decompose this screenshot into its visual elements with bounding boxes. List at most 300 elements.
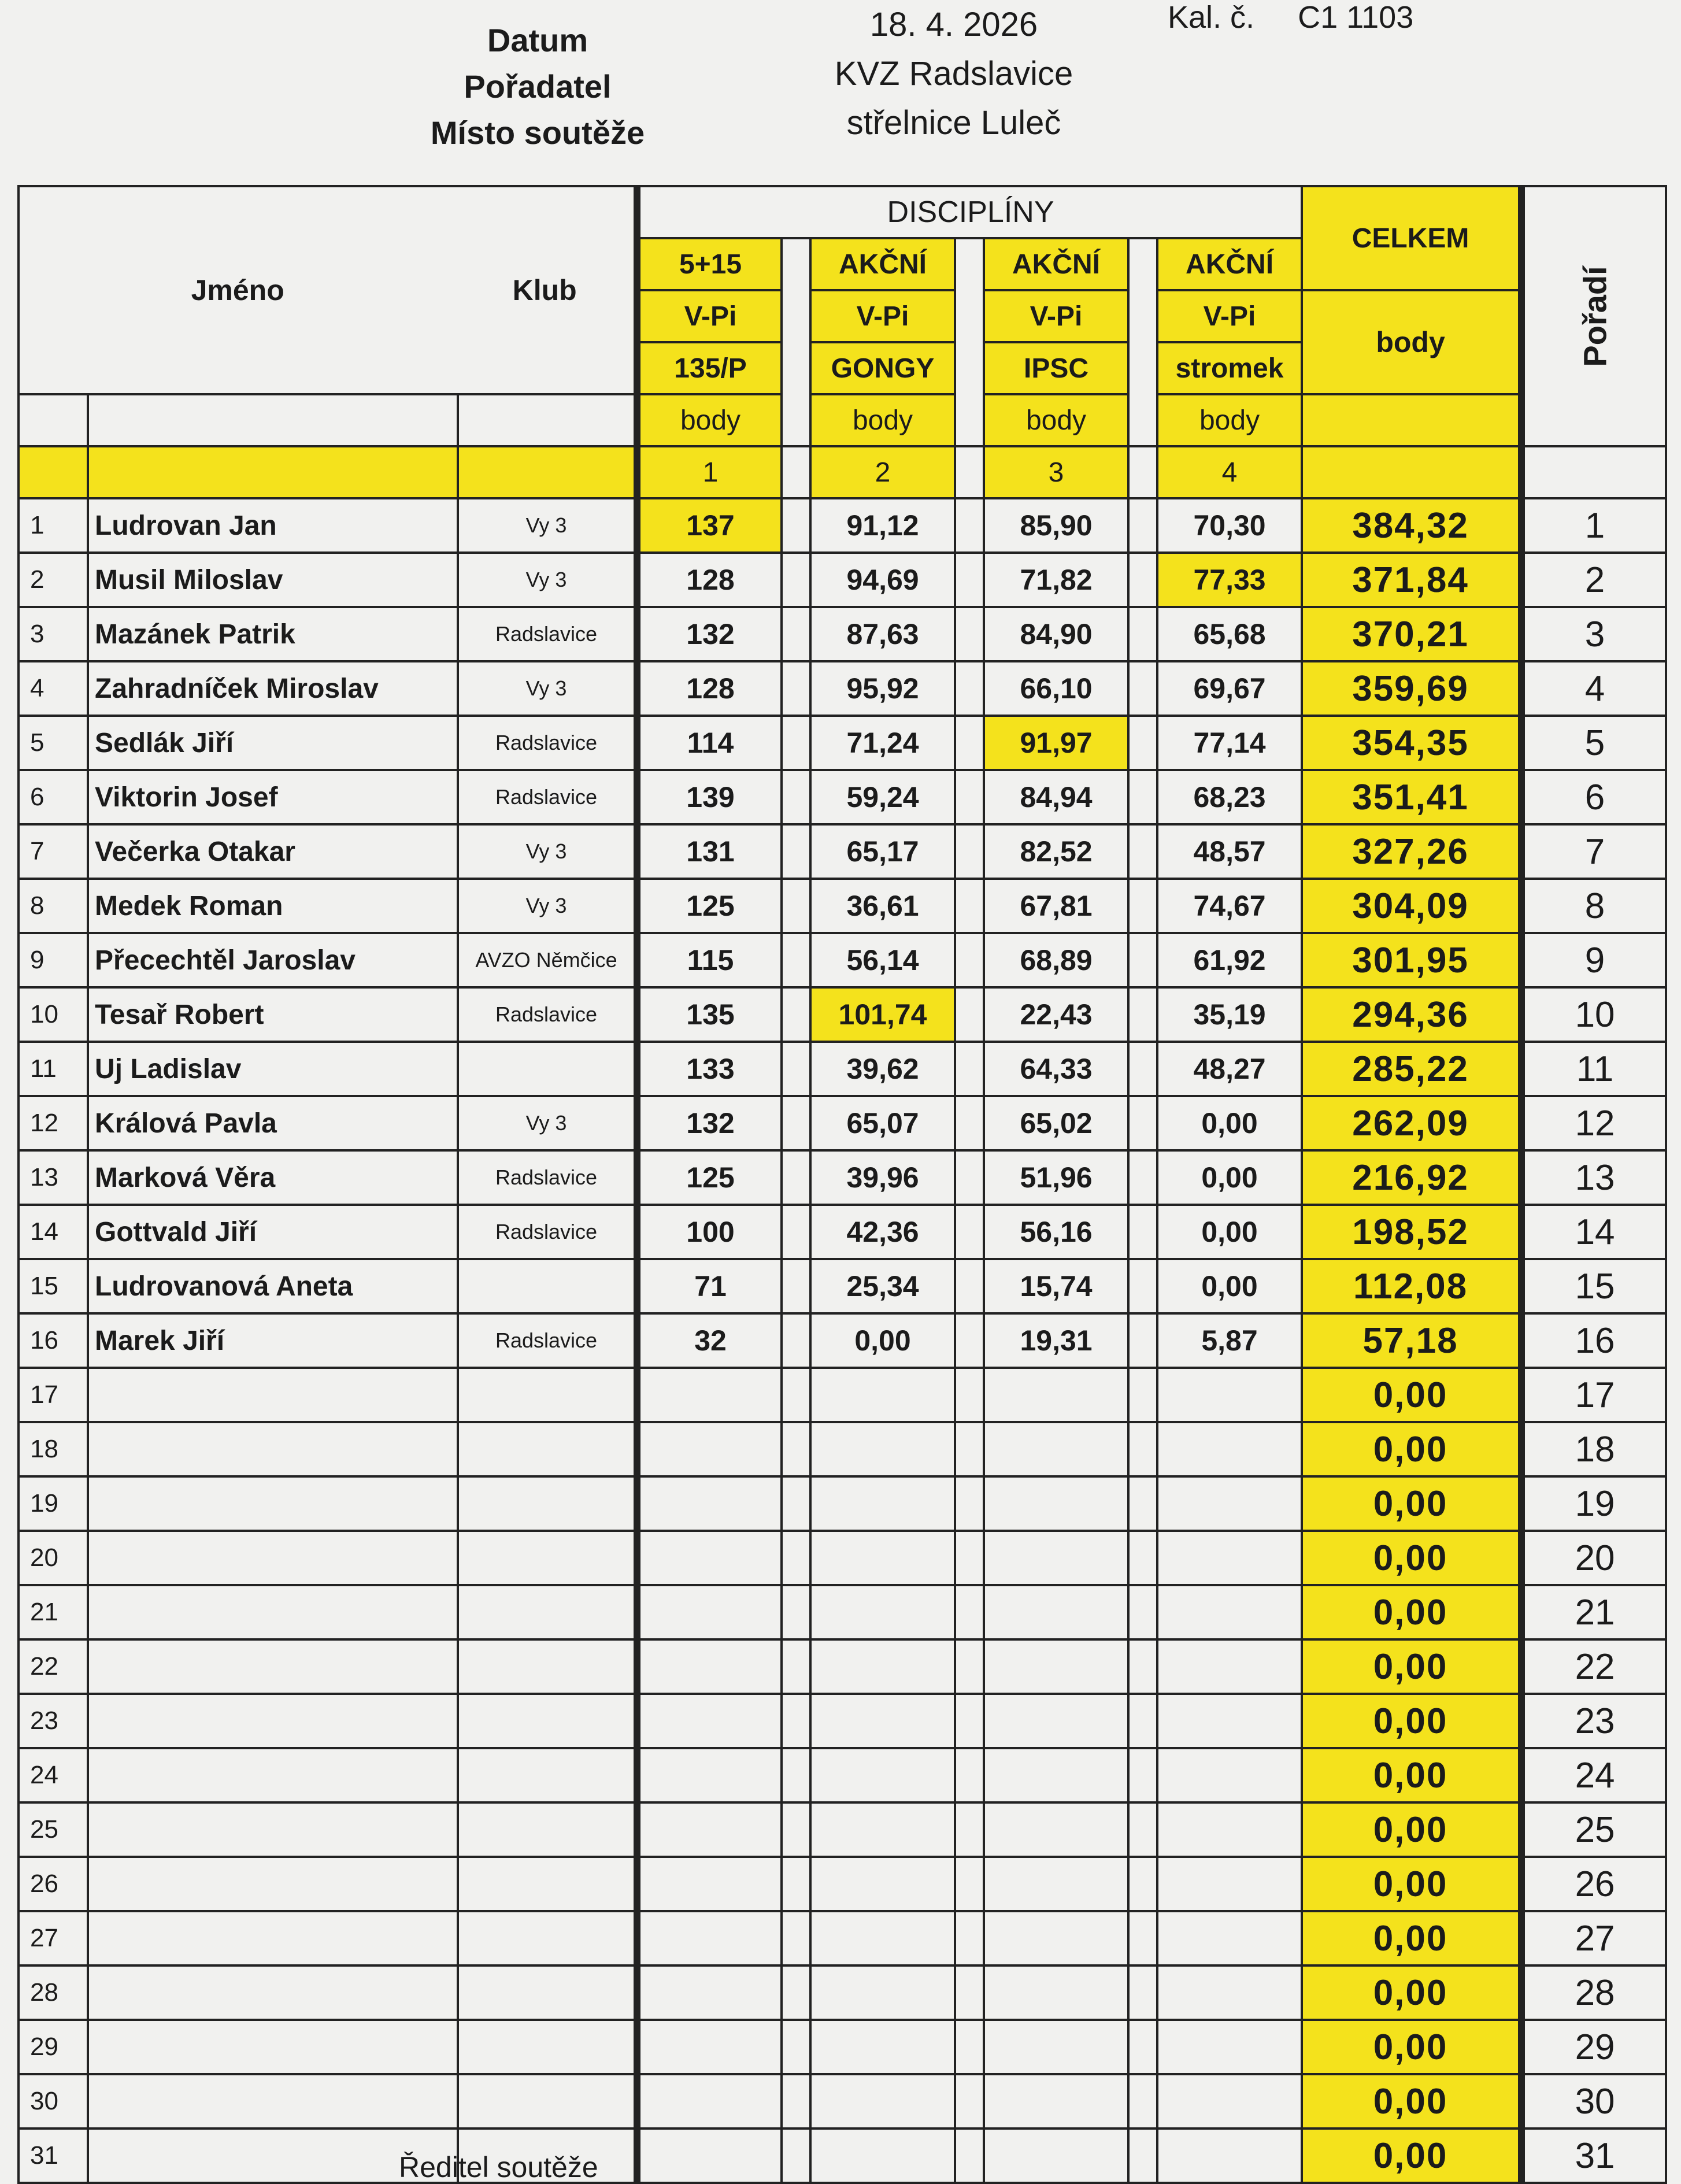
score-d2: 101,74 [810,987,955,1042]
competitor-club: Radslavice [458,716,637,770]
row-number: 12 [18,1096,88,1150]
calendar-number [1168,0,1448,35]
disc3-index: 3 [984,446,1128,498]
total-score: 359,69 [1302,661,1521,716]
table-row [18,661,1666,716]
row-number: 14 [18,1205,88,1259]
score-d1 [637,1422,782,1476]
row-number: 23 [18,1694,88,1748]
competitor-club: Vy 3 [458,553,637,607]
kal-value: C1 1103 [1298,0,1414,35]
disc2-line3: GONGY [810,342,955,394]
score-d2 [810,1368,955,1422]
column-spacer [955,770,984,824]
score-d4 [1157,1531,1302,1585]
total-score: 0,00 [1302,1585,1521,1639]
row-number: 19 [18,1476,88,1531]
competitor-name [88,2074,458,2129]
score-d1: 128 [637,661,782,716]
competitor-club: Vy 3 [458,498,637,553]
competitor-club [458,1639,637,1694]
column-spacer [1128,661,1157,716]
rank: 6 [1521,770,1666,824]
competitor-name: Přecechtěl Jaroslav [88,933,458,987]
rank: 17 [1521,1368,1666,1422]
column-spacer [782,1259,810,1313]
column-spacer [955,1585,984,1639]
rank: 25 [1521,1802,1666,1857]
score-d4: 48,57 [1157,824,1302,879]
disc2-top: AKČNÍ [810,238,955,290]
disc2-index: 2 [810,446,955,498]
competitor-club [458,1694,637,1748]
score-d4: 5,87 [1157,1313,1302,1368]
competitor-name: Zahradníček Miroslav [88,661,458,716]
competitor-club: Radslavice [458,1150,637,1205]
header-values [763,0,1145,147]
score-d3 [984,1531,1128,1585]
column-spacer [782,1422,810,1476]
row-number: 16 [18,1313,88,1368]
score-d4: 69,67 [1157,661,1302,716]
column-spacer [1128,1096,1157,1150]
column-spacer [782,1042,810,1096]
score-d3 [984,1911,1128,1965]
col-club-header: Klub [512,274,577,306]
score-d2: 59,24 [810,770,955,824]
total-score: 262,09 [1302,1096,1521,1150]
rank: 14 [1521,1205,1666,1259]
score-d1: 137 [637,498,782,553]
total-score: 0,00 [1302,1694,1521,1748]
score-d3: 56,16 [984,1205,1128,1259]
disciplines-title: DISCIPLÍNY [637,186,1302,238]
row-number: 4 [18,661,88,716]
rank: 26 [1521,1857,1666,1911]
disc1-line3: 135/P [637,342,782,394]
score-d1 [637,2074,782,2129]
competitor-name: Mazánek Patrik [88,607,458,661]
rank: 22 [1521,1639,1666,1694]
table-row [18,1639,1666,1694]
score-d2: 42,36 [810,1205,955,1259]
label-date: Datum [487,22,588,58]
column-spacer [955,1694,984,1748]
competitor-club [458,1259,637,1313]
score-d4: 0,00 [1157,1259,1302,1313]
rank: 29 [1521,2020,1666,2074]
score-d2: 25,34 [810,1259,955,1313]
score-d4: 35,19 [1157,987,1302,1042]
competitor-name: Ludrovanová Aneta [88,1259,458,1313]
score-d4: 0,00 [1157,1150,1302,1205]
competitor-name: Musil Miloslav [88,553,458,607]
score-d4 [1157,1802,1302,1857]
rank: 8 [1521,879,1666,933]
rank: 24 [1521,1748,1666,1802]
score-d3: 68,89 [984,933,1128,987]
score-d2: 65,17 [810,824,955,879]
total-score: 294,36 [1302,987,1521,1042]
column-spacer [1128,770,1157,824]
row-number: 28 [18,1965,88,2020]
score-d4: 68,23 [1157,770,1302,824]
label-organizer: Pořadatel [464,68,612,105]
column-spacer [1128,2020,1157,2074]
score-d2: 39,96 [810,1150,955,1205]
column-spacer [1128,2129,1157,2183]
row-number: 21 [18,1585,88,1639]
col-rank-header: Pořadí [1576,265,1613,367]
table-row [18,716,1666,770]
column-spacer [1128,1042,1157,1096]
column-spacer [955,1422,984,1476]
col-total-unit: body [1302,290,1521,394]
score-d2 [810,1802,955,1857]
competitor-club: Radslavice [458,987,637,1042]
row-number: 20 [18,1531,88,1585]
column-spacer [1128,1259,1157,1313]
row-number: 24 [18,1748,88,1802]
column-spacer [955,933,984,987]
score-d4: 48,27 [1157,1042,1302,1096]
rank: 7 [1521,824,1666,879]
score-d2: 95,92 [810,661,955,716]
competitor-club: Vy 3 [458,1096,637,1150]
score-d3 [984,2020,1128,2074]
table-row [18,987,1666,1042]
competitor-club [458,1476,637,1531]
rank: 12 [1521,1096,1666,1150]
column-spacer [1128,1639,1157,1694]
score-d1: 133 [637,1042,782,1096]
total-score: 0,00 [1302,2129,1521,2183]
score-d2 [810,1476,955,1531]
column-spacer [955,498,984,553]
score-d4: 0,00 [1157,1096,1302,1150]
column-spacer [1128,1585,1157,1639]
row-number: 5 [18,716,88,770]
score-d1 [637,1639,782,1694]
column-spacer [782,1639,810,1694]
table-row [18,1422,1666,1476]
table-row [18,1911,1666,1965]
total-score: 0,00 [1302,1422,1521,1476]
column-spacer [955,879,984,933]
score-d3: 64,33 [984,1042,1128,1096]
column-spacer [782,661,810,716]
column-spacer [782,1748,810,1802]
table-row [18,1531,1666,1585]
row-number: 8 [18,879,88,933]
column-spacer [782,1313,810,1368]
column-spacer [782,716,810,770]
score-d1 [637,1531,782,1585]
score-d3: 66,10 [984,661,1128,716]
column-spacer [782,1911,810,1965]
total-score: 0,00 [1302,1802,1521,1857]
column-spacer [955,824,984,879]
score-d3: 84,94 [984,770,1128,824]
total-score: 0,00 [1302,2020,1521,2074]
competitor-name [88,1802,458,1857]
header-labels [405,17,671,156]
score-d1: 114 [637,716,782,770]
score-d2: 71,24 [810,716,955,770]
competitor-club [458,1748,637,1802]
column-spacer [1128,987,1157,1042]
competitor-club: AVZO Němčice [458,933,637,987]
column-spacer [782,987,810,1042]
score-d1: 131 [637,824,782,879]
table-row [18,1096,1666,1150]
score-d3: 71,82 [984,553,1128,607]
column-spacer [955,716,984,770]
score-d4 [1157,2074,1302,2129]
table-row [18,1259,1666,1313]
disc4-top: AKČNÍ [1157,238,1302,290]
competitor-name: Uj Ladislav [88,1042,458,1096]
rank: 27 [1521,1911,1666,1965]
table-row [18,824,1666,879]
score-d2 [810,1748,955,1802]
total-score: 327,26 [1302,824,1521,879]
score-d2 [810,1531,955,1585]
rank: 10 [1521,987,1666,1042]
competitor-name [88,1748,458,1802]
total-score: 0,00 [1302,1368,1521,1422]
disc1-top: 5+15 [637,238,782,290]
table-row [18,1802,1666,1857]
rank: 31 [1521,2129,1666,2183]
column-spacer [1128,1476,1157,1531]
total-score: 198,52 [1302,1205,1521,1259]
score-d4 [1157,1965,1302,2020]
rank: 30 [1521,2074,1666,2129]
col-name-header: Jméno [191,274,284,306]
disc3-line2: V-Pi [984,290,1128,342]
column-spacer [955,661,984,716]
score-d1 [637,2129,782,2183]
column-spacer [1128,1313,1157,1368]
total-score: 285,22 [1302,1042,1521,1096]
competitor-name [88,1476,458,1531]
value-venue: střelnice Luleč [846,104,1061,142]
disc4-index: 4 [1157,446,1302,498]
score-d2 [810,1857,955,1911]
column-spacer [955,1748,984,1802]
score-d3: 91,97 [984,716,1128,770]
score-d1: 128 [637,553,782,607]
table-row [18,1585,1666,1639]
column-spacer [1128,879,1157,933]
value-date: 18. 4. 2026 [869,6,1038,43]
column-spacer [1128,1965,1157,2020]
column-spacer [1128,1368,1157,1422]
score-d4: 61,92 [1157,933,1302,987]
score-d4 [1157,1585,1302,1639]
score-d1 [637,1748,782,1802]
score-d3 [984,1639,1128,1694]
competitor-name [88,2020,458,2074]
column-spacer [1128,2074,1157,2129]
score-d3 [984,1585,1128,1639]
row-number: 22 [18,1639,88,1694]
score-d1 [637,1585,782,1639]
table-row [18,1857,1666,1911]
table-row [18,1313,1666,1368]
score-d2 [810,2074,955,2129]
score-d3 [984,1422,1128,1476]
score-d2: 91,12 [810,498,955,553]
competitor-name: Marek Jiří [88,1313,458,1368]
row-number: 26 [18,1857,88,1911]
column-spacer [1128,1422,1157,1476]
column-spacer [782,770,810,824]
row-number: 10 [18,987,88,1042]
column-spacer [1128,1911,1157,1965]
table-row [18,1150,1666,1205]
score-d2 [810,1965,955,2020]
table-row [18,770,1666,824]
score-d3: 51,96 [984,1150,1128,1205]
column-spacer [782,2074,810,2129]
competitor-name [88,1639,458,1694]
row-number: 3 [18,607,88,661]
score-d3 [984,1965,1128,2020]
competitor-club: Radslavice [458,607,637,661]
column-spacer [955,987,984,1042]
results-body [18,498,1666,2183]
score-d1: 125 [637,1150,782,1205]
competitor-name [88,1368,458,1422]
row-number: 25 [18,1802,88,1857]
competitor-name: Gottvald Jiří [88,1205,458,1259]
score-d1 [637,1802,782,1857]
column-spacer [1128,607,1157,661]
competitor-club [458,1965,637,2020]
score-d4: 65,68 [1157,607,1302,661]
col-total-header: CELKEM [1302,186,1521,290]
competitor-club [458,2074,637,2129]
row-number: 9 [18,933,88,987]
disc2-line2: V-Pi [810,290,955,342]
table-row [18,1748,1666,1802]
table-row [18,2020,1666,2074]
table-row [18,553,1666,607]
score-d2: 39,62 [810,1042,955,1096]
column-spacer [782,2020,810,2074]
competitor-name: Ludrovan Jan [88,498,458,553]
rank: 15 [1521,1259,1666,1313]
column-spacer [955,1042,984,1096]
disc4-line3: stromek [1157,342,1302,394]
score-d3: 82,52 [984,824,1128,879]
score-d4 [1157,1694,1302,1748]
competitor-club [458,1802,637,1857]
column-spacer [955,1096,984,1150]
competitor-name: Marková Věra [88,1150,458,1205]
value-organizer: KVZ Radslavice [834,55,1073,92]
competitor-club: Vy 3 [458,661,637,716]
total-score: 371,84 [1302,553,1521,607]
competitor-club [458,1857,637,1911]
disc1-line2: V-Pi [637,290,782,342]
score-d1 [637,1857,782,1911]
score-d1: 115 [637,933,782,987]
competitor-name [88,1422,458,1476]
column-spacer [782,1205,810,1259]
score-d1 [637,1965,782,2020]
disc4-line2: V-Pi [1157,290,1302,342]
row-number: 6 [18,770,88,824]
column-spacer [955,1965,984,2020]
column-spacer [955,1476,984,1531]
rank: 28 [1521,1965,1666,2020]
column-spacer [955,553,984,607]
total-score: 0,00 [1302,1911,1521,1965]
total-score: 304,09 [1302,879,1521,933]
rank: 13 [1521,1150,1666,1205]
column-spacer [782,1857,810,1911]
row-number: 29 [18,2020,88,2074]
score-d3 [984,1748,1128,1802]
score-d2 [810,1911,955,1965]
total-score: 0,00 [1302,1639,1521,1694]
score-d4 [1157,2129,1302,2183]
column-spacer [782,879,810,933]
score-d2: 65,07 [810,1096,955,1150]
score-d1: 71 [637,1259,782,1313]
disc3-line3: IPSC [984,342,1128,394]
table-row [18,498,1666,553]
competitor-name [88,1694,458,1748]
competitor-name [88,1857,458,1911]
score-d2: 0,00 [810,1313,955,1368]
column-spacer [782,1965,810,2020]
total-score: 0,00 [1302,1531,1521,1585]
competitor-club: Vy 3 [458,879,637,933]
column-spacer [1128,553,1157,607]
column-spacer [782,2129,810,2183]
score-d1 [637,1694,782,1748]
column-spacer [782,1368,810,1422]
score-d1: 132 [637,1096,782,1150]
rank: 20 [1521,1531,1666,1585]
rank: 3 [1521,607,1666,661]
total-score: 354,35 [1302,716,1521,770]
row-number: 13 [18,1150,88,1205]
competitor-club: Radslavice [458,770,637,824]
rank: 4 [1521,661,1666,716]
score-d1: 139 [637,770,782,824]
disc1-unit: body [637,394,782,446]
score-d2 [810,1694,955,1748]
competitor-name: Sedlák Jiří [88,716,458,770]
competitor-club [458,1422,637,1476]
score-d1 [637,1911,782,1965]
score-d2 [810,2020,955,2074]
column-spacer [955,1259,984,1313]
score-d4 [1157,1639,1302,1694]
footer-signature-label: Ředitel soutěže [399,2151,598,2183]
score-d3 [984,1802,1128,1857]
row-number: 18 [18,1422,88,1476]
row-number: 1 [18,498,88,553]
score-d4: 70,30 [1157,498,1302,553]
rank: 23 [1521,1694,1666,1748]
row-number: 7 [18,824,88,879]
